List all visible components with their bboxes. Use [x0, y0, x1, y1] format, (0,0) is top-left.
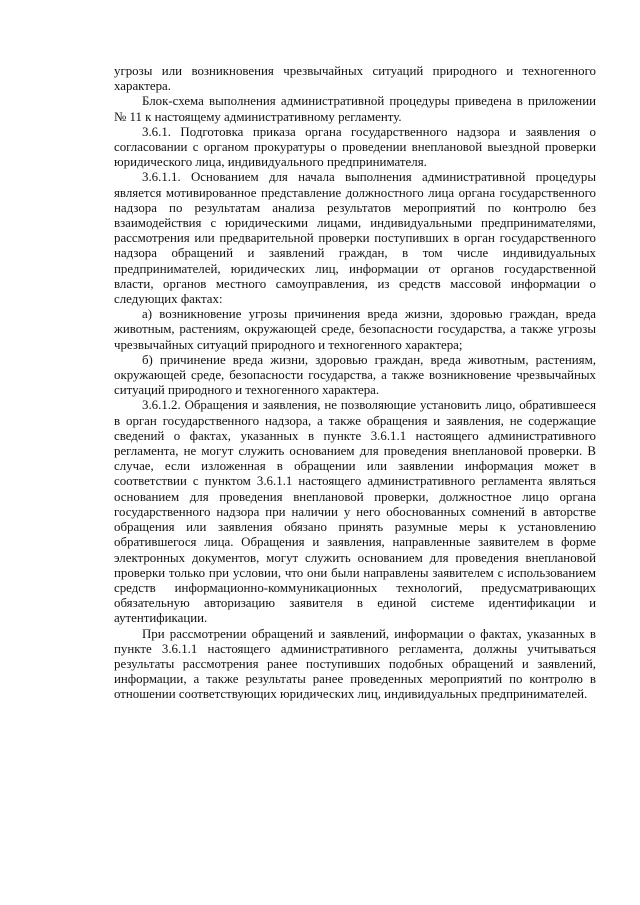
document-body: [114, 64, 596, 703]
paragraph-flowchart-reference: Блок-схема выполнения административной процедуры приведена в приложении № 11 к настоящему административному регламенту.: [114, 94, 596, 124]
paragraph-3-6-1-1: 3.6.1.1. Основанием для начала выполнения административной процедуры является мотивированное представление должностного лица органа государственного надзора по результатам анализа результатов мероприятий по контролю без взаимодействия с юридическими лицами, индивидуальными предпринимателями, рассмотрения или предварительной проверки поступивших в орган государственного надзора обращений и заявлений граждан, в том числе индивидуальных предпринимателей, юридических лиц, информации от органов государственной власти, органов местного самоуправления, из средств массовой информации о следующих фактах:: [114, 170, 596, 307]
paragraph-consideration: При рассмотрении обращений и заявлений, информации о фактах, указанных в пункте 3.6.1.1 настоящего административного регламента, должны учитываться результаты рассмотрения ранее поступивших подобных обращений и заявлений, информации, а также результаты ранее проведенных мероприятий по контролю в отношении соответствующих юридических лиц, индивидуальных предпринимателей.: [114, 626, 596, 702]
paragraph-3-6-1: 3.6.1. Подготовка приказа органа государственного надзора и заявления о согласовании с органом прокуратуры о проведении внеплановой выездной проверки юридического лица, индивидуального предпринимателя.: [114, 124, 596, 170]
paragraph-item-b: б) причинение вреда жизни, здоровью граждан, вреда животным, растениям, окружающей среде, безопасности государства, а также возникновение чрезвычайных ситуаций природного и техногенного характера.: [114, 352, 596, 398]
paragraph-3-6-1-2: 3.6.1.2. Обращения и заявления, не позволяющие установить лицо, обратившееся в орган государственного надзора, а также обращения и заявления, не содержащие сведений о фактах, указанных в пункте 3.6.1.1 настоящего административного регламента, не могут служить основанием для проведения внеплановой проверки. В случае, если изложенная в обращении или заявлении информация может в соответствии с пунктом 3.6.1.1 настоящего административного регламента являться основанием для проведения внеплановой проверки, должностное лицо органа государственного надзора при наличии у него обоснованных сомнений в авторстве обращения или заявления обязано принять разумные меры к установлению обратившегося лица. Обращения и заявления, направленные заявителем в форме электронных документов, могут служить основанием для проведения внеплановой проверки только при условии, что они были направлены заявителем с использованием средств информационно-коммуникационных технологий, предусматривающих обязательную авторизацию заявителя в единой системе идентификации и аутентификации.: [114, 398, 596, 626]
paragraph-item-a: а) возникновение угрозы причинения вреда жизни, здоровью граждан, вреда животным, растениям, окружающей среде, безопасности государства, а также угрозы чрезвычайных ситуаций природного и техногенного характера;: [114, 307, 596, 352]
paragraph-continuation: угрозы или возникновения чрезвычайных ситуаций природного и техногенного характера.: [114, 64, 596, 94]
